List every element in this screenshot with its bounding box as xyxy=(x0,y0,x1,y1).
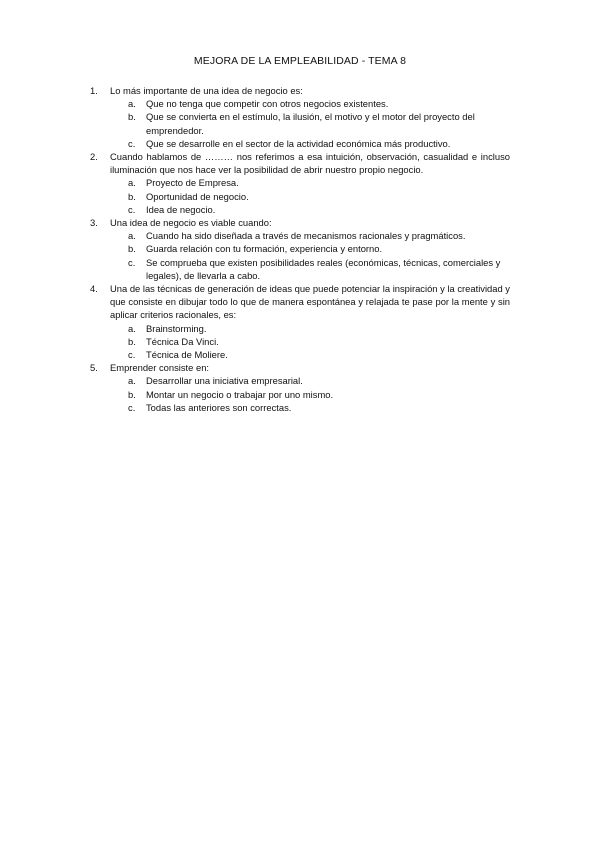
option-letter: a. xyxy=(128,177,136,189)
option-text: Todas las anteriores son correctas. xyxy=(146,401,292,413)
question-number: 1. xyxy=(90,85,98,96)
question-item xyxy=(90,282,510,361)
option-text: Guarda relación con tu formación, experiencia y entorno. xyxy=(146,243,383,255)
option-text: Proyecto de Empresa. xyxy=(146,177,239,189)
option-letter: c. xyxy=(128,203,136,215)
option-letter: b. xyxy=(128,388,136,400)
question-item xyxy=(90,361,510,414)
option-letter: a. xyxy=(128,98,136,110)
option-text: Técnica de Moliere. xyxy=(146,349,228,361)
answer-option xyxy=(110,110,510,136)
option-list xyxy=(110,176,510,216)
question-text: Emprender consiste en: xyxy=(110,362,210,374)
option-text: Desarrollar una iniciativa empresarial. xyxy=(146,375,303,387)
answer-option xyxy=(110,203,510,216)
question-item xyxy=(90,216,510,282)
answer-option xyxy=(110,322,510,335)
question-number: 3. xyxy=(90,217,98,229)
option-text: Oportunidad de negocio. xyxy=(146,190,249,202)
option-text: Cuando ha sido diseñada a través de mecanismos racionales y pragmáticos. xyxy=(146,230,466,242)
option-letter: b. xyxy=(128,111,136,123)
question-number: 2. xyxy=(90,151,98,163)
option-letter: a. xyxy=(128,322,136,334)
option-text: Que no tenga que competir con otros negocios existentes. xyxy=(146,98,389,110)
question-item xyxy=(90,150,510,216)
answer-option xyxy=(110,242,510,255)
option-letter: b. xyxy=(128,243,136,255)
question-number: 4. xyxy=(90,283,98,295)
option-letter: a. xyxy=(128,375,136,387)
question-list xyxy=(90,84,510,414)
option-text: Brainstorming. xyxy=(146,322,207,334)
option-letter: c. xyxy=(128,137,136,149)
option-text: Que se desarrolle en el sector de la actividad económica más productivo. xyxy=(146,137,451,149)
question-text: Una de las técnicas de generación de ideas que puede potenciar la inspiración y la creatividad y que consiste en dibujar todo lo que de manera espontánea y relajada te pase por la mente y sin aplicar criterios racionales, es: xyxy=(110,283,510,321)
answer-option xyxy=(110,97,510,110)
option-list xyxy=(110,374,510,414)
option-text: Montar un negocio o trabajar por uno mismo. xyxy=(146,388,334,400)
option-text: Idea de negocio. xyxy=(146,203,216,215)
option-list xyxy=(110,229,510,282)
option-letter: b. xyxy=(128,190,136,202)
option-letter: c. xyxy=(128,401,136,413)
answer-option xyxy=(110,190,510,203)
option-text: Se comprueba que existen posibilidades reales (económicas, técnicas, comerciales y legales), de llevarla a cabo. xyxy=(146,256,501,281)
question-text: Lo más importante de una idea de negocio es: xyxy=(110,85,303,96)
answer-option xyxy=(110,388,510,401)
question-number: 5. xyxy=(90,362,98,374)
document-title: MEJORA DE LA EMPLEABILIDAD - TEMA 8 xyxy=(193,55,407,67)
answer-option xyxy=(110,256,510,282)
question-item xyxy=(90,84,510,150)
answer-option xyxy=(110,374,510,387)
answer-option xyxy=(110,335,510,348)
option-letter: a. xyxy=(128,230,136,242)
option-letter: c. xyxy=(128,256,136,268)
question-text: Una idea de negocio es viable cuando: xyxy=(110,217,272,229)
option-text: Técnica Da Vinci. xyxy=(146,335,219,347)
option-letter: b. xyxy=(128,335,136,347)
option-text: Que se convierta en el estímulo, la ilusión, el motivo y el motor del proyecto del emprendedor. xyxy=(146,111,475,136)
option-letter: c. xyxy=(128,349,136,361)
answer-option xyxy=(110,137,510,150)
question-text: Cuando hablamos de ……… nos referimos a esa intuición, observación, casualidad e incluso iluminación que nos hace ver la posibilidad de abrir nuestro propio negocio. xyxy=(110,151,510,176)
option-list xyxy=(110,322,510,362)
option-list xyxy=(110,97,510,150)
answer-option xyxy=(110,229,510,242)
answer-option xyxy=(110,401,510,414)
answer-option xyxy=(110,176,510,189)
answer-option xyxy=(110,348,510,361)
